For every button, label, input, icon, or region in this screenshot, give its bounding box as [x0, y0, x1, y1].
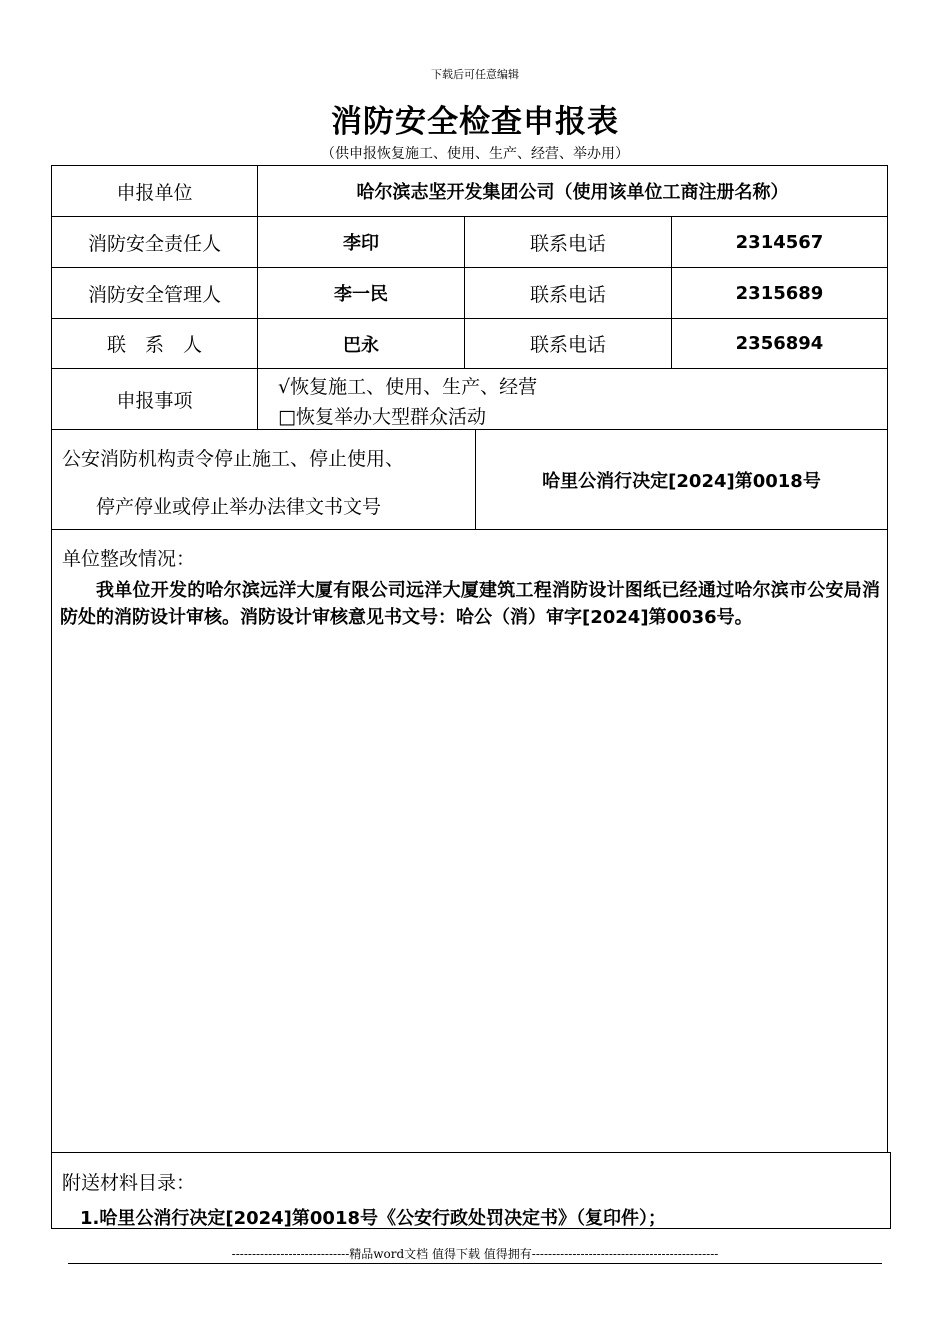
phone-value: 2314567	[735, 231, 824, 253]
phone-value: 2315689	[735, 282, 824, 304]
decision-doc-label-line2: 停产停业或停止举办法律文书文号	[96, 496, 382, 518]
attachments-label: 附送材料目录：	[62, 1172, 196, 1194]
phone-label: 联系电话	[529, 283, 606, 306]
contact-person-name: 巴永	[343, 334, 379, 356]
top-note: 下载后可任意编辑	[431, 68, 519, 81]
page-subtitle: （供申报恢复施工、使用、生产、经营、举办用）	[321, 146, 629, 162]
declaration-items-label: 申报事项	[116, 389, 193, 412]
contact-person-label: 联 系 人	[106, 334, 202, 356]
phone-value: 2356894	[735, 333, 824, 354]
footer-rule	[68, 1263, 882, 1264]
declaration-item-resume-event: □恢复举办大型群众活动	[278, 406, 486, 428]
fire-safety-responsible-label: 消防安全责任人	[87, 232, 221, 255]
footer-note: -----------------------------精品word文档 值得下载 值得拥有----------------------------------------------	[231, 1247, 719, 1261]
applicant-label: 申报单位	[116, 181, 193, 204]
decision-doc-label-line1: 公安消防机构责令停止施工、停止使用、	[62, 448, 405, 470]
fire-safety-responsible-name: 李印	[343, 233, 379, 254]
declaration-item-resume-operation: √恢复施工、使用、生产、经营	[278, 376, 538, 398]
attachment-item: 1.哈里公消行决定[2024]第0018号《公安行政处罚决定书》（复印件）；	[80, 1208, 667, 1229]
fire-safety-manager-label: 消防安全管理人	[87, 283, 221, 306]
applicant-value: 哈尔滨志坚开发集团公司（使用该单位工商注册名称）	[356, 182, 789, 203]
decision-doc-number: 哈里公消行决定[2024]第0018号	[542, 470, 821, 492]
page-title: 消防安全检查申报表	[331, 104, 619, 140]
phone-label: 联系电话	[529, 232, 606, 255]
rectification-label: 单位整改情况：	[62, 548, 196, 570]
fire-safety-manager-name: 李一民	[334, 284, 388, 305]
phone-label: 联系电话	[529, 334, 606, 356]
rectification-text: 我单位开发的哈尔滨远洋大厦有限公司远洋大厦建筑工程消防设计图纸已经通过哈尔滨市公安局消防处的消防设计审核。消防设计审核意见书文号：哈公（消）审字[2024]第0036号。	[60, 580, 880, 628]
